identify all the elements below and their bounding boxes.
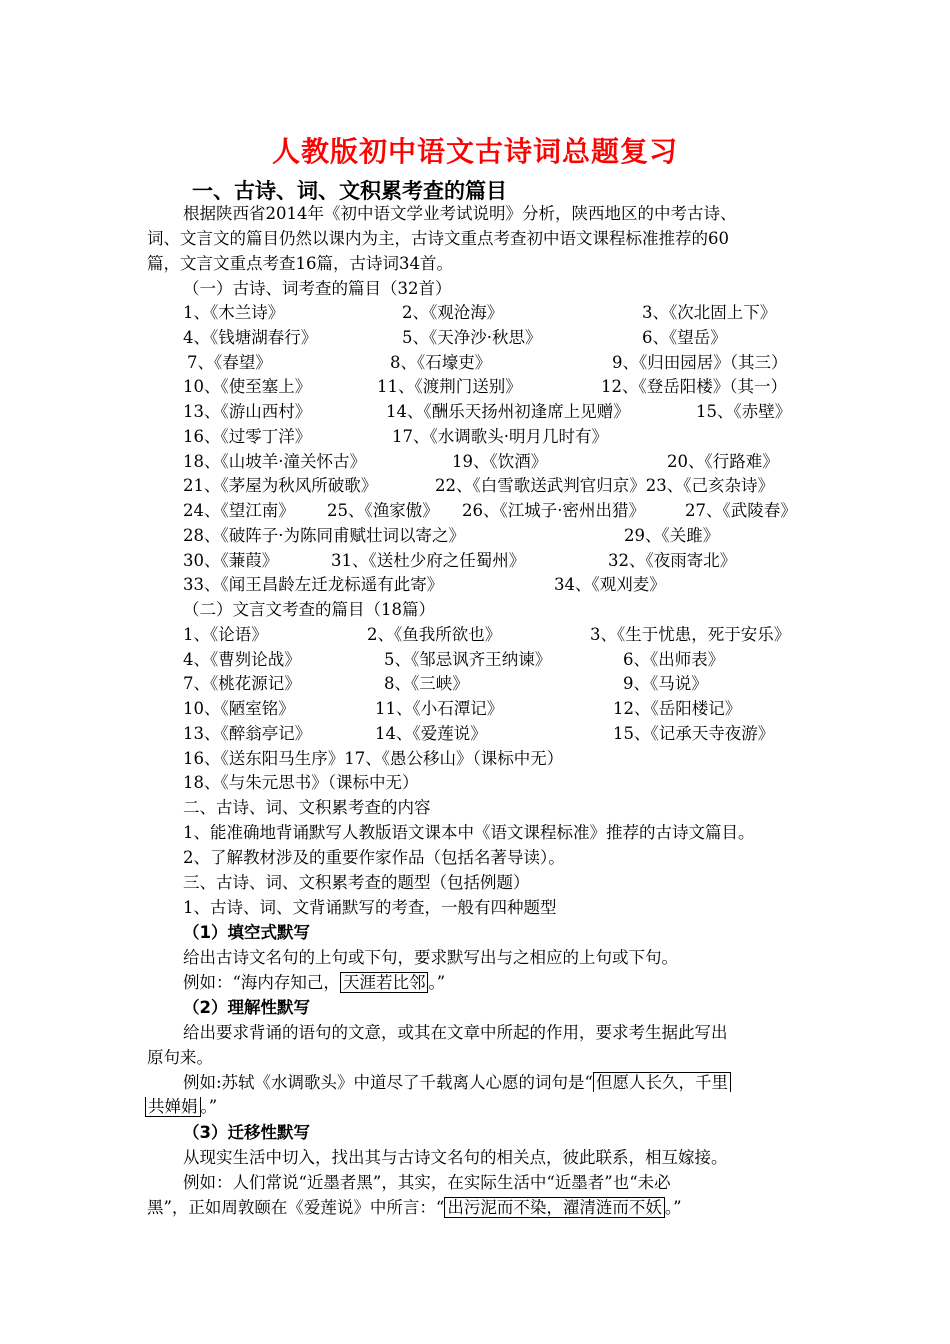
prose-row xyxy=(0,624,950,646)
answer-box: 但愿人长久，千里 xyxy=(593,1072,731,1092)
prose-item: 1、《论语》 xyxy=(183,625,268,644)
section1-heading: 一、古诗、词、文积累考查的篇目 xyxy=(192,179,507,203)
poem-item: 31、《送杜少府之任蜀州》 xyxy=(331,551,526,570)
prose-item: 6、《出师表》 xyxy=(623,650,725,669)
poem-item: 14、《酬乐天扬州初逢席上见赠》 xyxy=(386,402,630,421)
poem-row xyxy=(0,475,950,497)
type2-heading: （2）理解性默写 xyxy=(183,998,310,1017)
poem-row xyxy=(0,352,950,374)
poem-row xyxy=(0,426,950,448)
poem-item: 7、《春望》 xyxy=(187,353,272,372)
poem-row xyxy=(0,550,950,572)
poem-item: 1、《木兰诗》 xyxy=(183,303,285,322)
prose-item: 11、《小石潭记》 xyxy=(375,699,504,718)
type2-desc: 原句来。 xyxy=(147,1048,213,1067)
poem-row xyxy=(0,574,950,596)
example-text: 。” xyxy=(428,973,446,992)
poem-item: 8、《石壕吏》 xyxy=(390,353,492,372)
poem-item: 3、《次北固上下》 xyxy=(642,303,777,322)
poem-row xyxy=(0,401,950,423)
prose-item: 12、《岳阳楼记》 xyxy=(613,699,742,718)
poem-item: 18、《山坡羊·潼关怀古》 xyxy=(183,452,366,471)
prose-row xyxy=(0,748,950,770)
example-text: 。” xyxy=(200,1097,218,1116)
poem-item: 26、《江城子·密州出猎》 xyxy=(462,501,645,520)
type3-heading: （3）迁移性默写 xyxy=(183,1123,310,1142)
poem-item: 15、《赤壁》 xyxy=(696,402,792,421)
poem-item: 2、《观沧海》 xyxy=(402,303,504,322)
poem-item: 29、《关雎》 xyxy=(624,526,720,545)
type1-desc: 给出古诗文名句的上句或下句，要求默写出与之相应的上句或下句。 xyxy=(183,948,678,967)
example-text: 。” xyxy=(664,1198,682,1217)
section2-item: 2、了解教材涉及的重要作家作品（包括名著导读）。 xyxy=(183,848,565,867)
type1-heading: （1）填空式默写 xyxy=(183,923,310,942)
poem-item: 9、《归田园居》（其三） xyxy=(612,353,788,372)
example-text: 例如：“海内存知己， xyxy=(183,973,340,992)
poem-item: 33、《闻王昌龄左迁龙标遥有此寄》 xyxy=(183,575,444,594)
prose-item: 16、《送东阳马生序》17、《愚公移山》（课标中无） xyxy=(183,749,564,768)
prose-item: 14、《爱莲说》 xyxy=(375,724,487,743)
prose-item: 4、《曹刿论战》 xyxy=(183,650,301,669)
poem-item: 21、《茅屋为秋风所破歌》 xyxy=(183,476,378,495)
prose-row xyxy=(0,723,950,745)
type3-example: 例如：人们常说“近墨者黑”，其实，在实际生活中“近墨者”也“未必 xyxy=(183,1173,671,1192)
poem-item: 30、《蒹葭》 xyxy=(183,551,279,570)
poem-item: 19、《饮酒》 xyxy=(452,452,548,471)
poem-item: 25、《渔家傲》 xyxy=(327,501,439,520)
prose-item: 7、《桃花源记》 xyxy=(183,674,301,693)
answer-box: 共婵娟 xyxy=(145,1097,201,1117)
poem-item: 17、《水调歌头·明月几时有》 xyxy=(392,427,608,446)
example-text: 例如:苏轼《水调歌头》中道尽了千载离人心愿的词句是“ xyxy=(183,1073,593,1092)
prose-item: 2、《鱼我所欲也》 xyxy=(367,625,502,644)
poem-item: 6、《望岳》 xyxy=(642,328,727,347)
type1-example xyxy=(183,972,445,994)
poem-item: 16、《过零丁洋》 xyxy=(183,427,312,446)
intro-line-1: 根据陕西省2014年《初中语文学业考试说明》分析，陕西地区的中考古诗、 xyxy=(183,204,737,223)
poem-item: 22、《白雪歌送武判官归京》23、《己亥杂诗》 xyxy=(435,476,774,495)
poem-item: 20、《行路难》 xyxy=(667,452,779,471)
poem-row xyxy=(0,525,950,547)
intro-line-2: 词、文言文的篇目仍然以课内为主，古诗文重点考查初中语文课程标准推荐的60 xyxy=(147,229,729,248)
type3-example-cont xyxy=(147,1197,682,1219)
poem-item: 10、《使至塞上》 xyxy=(183,377,312,396)
poem-item: 32、《夜雨寄北》 xyxy=(608,551,737,570)
prose-item: 5、《邹忌讽齐王纳谏》 xyxy=(384,650,552,669)
poem-row xyxy=(0,302,950,324)
intro-line-3: 篇，文言文重点考查16篇，古诗词34首。 xyxy=(147,254,453,273)
page-title: 人教版初中语文古诗词总题复习 xyxy=(271,135,678,168)
prose-row xyxy=(0,673,950,695)
type3-desc: 从现实生活中切入，找出其与古诗文名句的相关点，彼此联系，相互嫁接。 xyxy=(183,1148,728,1167)
prose-item: 15、《记承天寺夜游》 xyxy=(613,724,775,743)
prose-item: 10、《陋室铭》 xyxy=(183,699,295,718)
answer-box: 天涯若比邻 xyxy=(340,972,429,993)
prose-item: 8、《三峡》 xyxy=(384,674,469,693)
poem-item: 4、《钱塘湖春行》 xyxy=(183,328,318,347)
prose-item: 3、《生于忧患，死于安乐》 xyxy=(590,625,791,644)
answer-box: 出污泥而不染，濯清涟而不妖 xyxy=(444,1197,665,1218)
poem-item: 28、《破阵子·为陈同甫赋壮词以寄之》 xyxy=(183,526,465,545)
poem-item: 5、《天净沙·秋思》 xyxy=(402,328,542,347)
type2-example-cont xyxy=(145,1096,217,1118)
prose-item: 13、《醉翁亭记》 xyxy=(183,724,312,743)
poem-row xyxy=(0,376,950,398)
prose-row xyxy=(0,649,950,671)
poem-row xyxy=(0,500,950,522)
section2-item: 1、能准确地背诵默写人教版语文课本中《语文课程标准》推荐的古诗文篇目。 xyxy=(183,823,755,842)
poems-heading: （一）古诗、词考查的篇目（32首） xyxy=(183,279,452,298)
prose-item: 18、《与朱元思书》（课标中无） xyxy=(183,773,419,792)
type2-desc: 给出要求背诵的语句的文意，或其在文章中所起的作用，要求考生据此写出 xyxy=(183,1023,728,1042)
poem-item: 13、《游山西村》 xyxy=(183,402,312,421)
prose-row xyxy=(0,772,950,794)
prose-row xyxy=(0,698,950,720)
section3-heading: 三、古诗、词、文积累考查的题型（包括例题） xyxy=(183,873,530,892)
prose-item: 9、《马说》 xyxy=(623,674,708,693)
example-text: 黑”，正如周敦颐在《爱莲说》中所言：“ xyxy=(147,1198,445,1217)
section2-heading: 二、古诗、词、文积累考查的内容 xyxy=(183,798,431,817)
poem-item: 11、《渡荆门送别》 xyxy=(377,377,522,396)
poem-row xyxy=(0,327,950,349)
poem-item: 34、《观刈麦》 xyxy=(554,575,666,594)
section3-sub: 1、古诗、词、文背诵默写的考查，一般有四种题型 xyxy=(183,898,557,917)
poem-row xyxy=(0,451,950,473)
poem-item: 27、《武陵春》 xyxy=(685,501,797,520)
poem-item: 12、《登岳阳楼》（其一） xyxy=(601,377,787,396)
type2-example xyxy=(183,1072,731,1094)
poem-item: 24、《望江南》 xyxy=(183,501,295,520)
prose-heading: （二）文言文考查的篇目（18篇） xyxy=(183,600,435,619)
